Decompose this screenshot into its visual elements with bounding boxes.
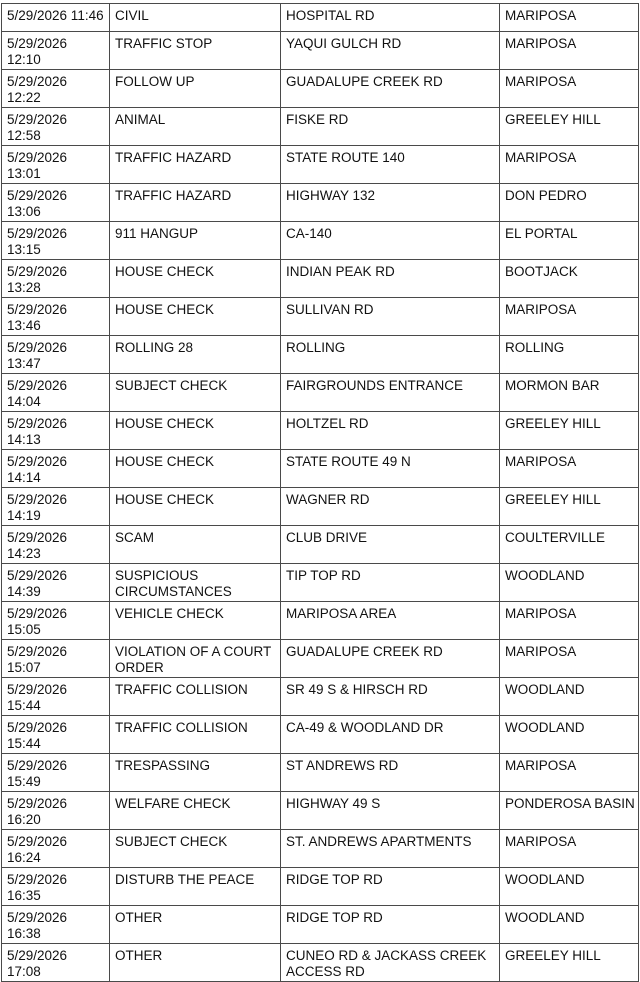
datetime-cell: 5/29/2026 12:10 (2, 31, 110, 69)
location-cell: STATE ROUTE 49 N (281, 449, 500, 487)
datetime-cell: 5/29/2026 14:14 (2, 449, 110, 487)
call-type-cell: ANIMAL (110, 107, 281, 145)
call-type-cell: TRESPASSING (110, 753, 281, 791)
table-row (2, 183, 639, 221)
call-type-cell: DISTURB THE PEACE (110, 867, 281, 905)
datetime-cell: 5/29/2026 13:15 (2, 221, 110, 259)
datetime-cell: 5/29/2026 13:28 (2, 259, 110, 297)
community-cell: WOODLAND (500, 715, 639, 753)
datetime-cell: 5/29/2026 13:47 (2, 335, 110, 373)
community-cell: GREELEY HILL (500, 487, 639, 525)
call-type-cell: TRAFFIC HAZARD (110, 183, 281, 221)
datetime-cell: 5/29/2026 15:44 (2, 715, 110, 753)
table-row (2, 221, 639, 259)
call-type-cell: TRAFFIC HAZARD (110, 145, 281, 183)
table-row (2, 677, 639, 715)
table-row (2, 563, 639, 601)
table-row (2, 31, 639, 69)
call-type-cell: SUBJECT CHECK (110, 829, 281, 867)
table-row (2, 487, 639, 525)
table-row (2, 905, 639, 943)
community-cell: MARIPOSA (500, 145, 639, 183)
location-cell: SULLIVAN RD (281, 297, 500, 335)
location-cell: RIDGE TOP RD (281, 905, 500, 943)
location-cell: SR 49 S & HIRSCH RD (281, 677, 500, 715)
community-cell: MARIPOSA (500, 449, 639, 487)
location-cell: INDIAN PEAK RD (281, 259, 500, 297)
community-cell: GREELEY HILL (500, 107, 639, 145)
call-type-cell: OTHER (110, 905, 281, 943)
call-type-cell: TRAFFIC COLLISION (110, 677, 281, 715)
table-row (2, 791, 639, 829)
location-cell: GUADALUPE CREEK RD (281, 69, 500, 107)
community-cell: MARIPOSA (500, 601, 639, 639)
community-cell: COULTERVILLE (500, 525, 639, 563)
table-row (2, 943, 639, 981)
datetime-cell: 5/29/2026 16:38 (2, 905, 110, 943)
table-row (2, 525, 639, 563)
call-type-cell: 911 HANGUP (110, 221, 281, 259)
datetime-cell: 5/29/2026 14:13 (2, 411, 110, 449)
community-cell: GREELEY HILL (500, 411, 639, 449)
location-cell: CLUB DRIVE (281, 525, 500, 563)
datetime-cell: 5/29/2026 15:07 (2, 639, 110, 677)
community-cell: WOODLAND (500, 677, 639, 715)
call-log-table (1, 3, 639, 982)
call-type-cell: OTHER (110, 943, 281, 981)
datetime-cell: 5/29/2026 16:35 (2, 867, 110, 905)
call-type-cell: SUSPICIOUS CIRCUMSTANCES (110, 563, 281, 601)
datetime-cell: 5/29/2026 14:23 (2, 525, 110, 563)
community-cell: BOOTJACK (500, 259, 639, 297)
location-cell: MARIPOSA AREA (281, 601, 500, 639)
table-row (2, 145, 639, 183)
call-type-cell: HOUSE CHECK (110, 259, 281, 297)
community-cell: MARIPOSA (500, 639, 639, 677)
call-type-cell: HOUSE CHECK (110, 487, 281, 525)
location-cell: GUADALUPE CREEK RD (281, 639, 500, 677)
call-type-cell: VEHICLE CHECK (110, 601, 281, 639)
community-cell: MARIPOSA (500, 297, 639, 335)
call-type-cell: HOUSE CHECK (110, 449, 281, 487)
datetime-cell: 5/29/2026 16:20 (2, 791, 110, 829)
location-cell: FISKE RD (281, 107, 500, 145)
call-type-cell: HOUSE CHECK (110, 411, 281, 449)
location-cell: ST. ANDREWS APARTMENTS (281, 829, 500, 867)
datetime-cell: 5/29/2026 11:46 (2, 4, 110, 32)
table-row (2, 107, 639, 145)
location-cell: HOSPITAL RD (281, 4, 500, 32)
table-row (2, 449, 639, 487)
call-log-body (2, 4, 639, 982)
call-type-cell: HOUSE CHECK (110, 297, 281, 335)
location-cell: TIP TOP RD (281, 563, 500, 601)
location-cell: HIGHWAY 49 S (281, 791, 500, 829)
table-row (2, 639, 639, 677)
call-type-cell: CIVIL (110, 4, 281, 32)
call-type-cell: VIOLATION OF A COURT ORDER (110, 639, 281, 677)
location-cell: WAGNER RD (281, 487, 500, 525)
table-row (2, 335, 639, 373)
call-type-cell: FOLLOW UP (110, 69, 281, 107)
call-type-cell: WELFARE CHECK (110, 791, 281, 829)
community-cell: DON PEDRO (500, 183, 639, 221)
call-type-cell: TRAFFIC STOP (110, 31, 281, 69)
call-type-cell: TRAFFIC COLLISION (110, 715, 281, 753)
community-cell: PONDEROSA BASIN (500, 791, 639, 829)
community-cell: WOODLAND (500, 905, 639, 943)
location-cell: FAIRGROUNDS ENTRANCE (281, 373, 500, 411)
location-cell: STATE ROUTE 140 (281, 145, 500, 183)
location-cell: CA-140 (281, 221, 500, 259)
table-row (2, 867, 639, 905)
community-cell: MORMON BAR (500, 373, 639, 411)
community-cell: MARIPOSA (500, 753, 639, 791)
community-cell: WOODLAND (500, 867, 639, 905)
location-cell: RIDGE TOP RD (281, 867, 500, 905)
datetime-cell: 5/29/2026 12:58 (2, 107, 110, 145)
call-type-cell: ROLLING 28 (110, 335, 281, 373)
location-cell: ROLLING (281, 335, 500, 373)
datetime-cell: 5/29/2026 12:22 (2, 69, 110, 107)
community-cell: MARIPOSA (500, 69, 639, 107)
datetime-cell: 5/29/2026 17:08 (2, 943, 110, 981)
table-row (2, 259, 639, 297)
datetime-cell: 5/29/2026 15:44 (2, 677, 110, 715)
location-cell: HOLTZEL RD (281, 411, 500, 449)
datetime-cell: 5/29/2026 14:04 (2, 373, 110, 411)
table-row (2, 829, 639, 867)
datetime-cell: 5/29/2026 13:46 (2, 297, 110, 335)
datetime-cell: 5/29/2026 13:01 (2, 145, 110, 183)
datetime-cell: 5/29/2026 15:05 (2, 601, 110, 639)
table-row (2, 69, 639, 107)
location-cell: ST ANDREWS RD (281, 753, 500, 791)
community-cell: MARIPOSA (500, 31, 639, 69)
table-row (2, 373, 639, 411)
datetime-cell: 5/29/2026 14:39 (2, 563, 110, 601)
table-row (2, 297, 639, 335)
community-cell: MARIPOSA (500, 4, 639, 32)
table-row (2, 715, 639, 753)
datetime-cell: 5/29/2026 16:24 (2, 829, 110, 867)
location-cell: CA-49 & WOODLAND DR (281, 715, 500, 753)
table-row (2, 411, 639, 449)
datetime-cell: 5/29/2026 15:49 (2, 753, 110, 791)
community-cell: WOODLAND (500, 563, 639, 601)
location-cell: YAQUI GULCH RD (281, 31, 500, 69)
call-type-cell: SCAM (110, 525, 281, 563)
community-cell: EL PORTAL (500, 221, 639, 259)
community-cell: MARIPOSA (500, 829, 639, 867)
location-cell: CUNEO RD & JACKASS CREEK ACCESS RD (281, 943, 500, 981)
table-row (2, 601, 639, 639)
datetime-cell: 5/29/2026 13:06 (2, 183, 110, 221)
location-cell: HIGHWAY 132 (281, 183, 500, 221)
call-type-cell: SUBJECT CHECK (110, 373, 281, 411)
datetime-cell: 5/29/2026 14:19 (2, 487, 110, 525)
community-cell: ROLLING (500, 335, 639, 373)
community-cell: GREELEY HILL (500, 943, 639, 981)
table-row (2, 753, 639, 791)
table-row (2, 4, 639, 32)
